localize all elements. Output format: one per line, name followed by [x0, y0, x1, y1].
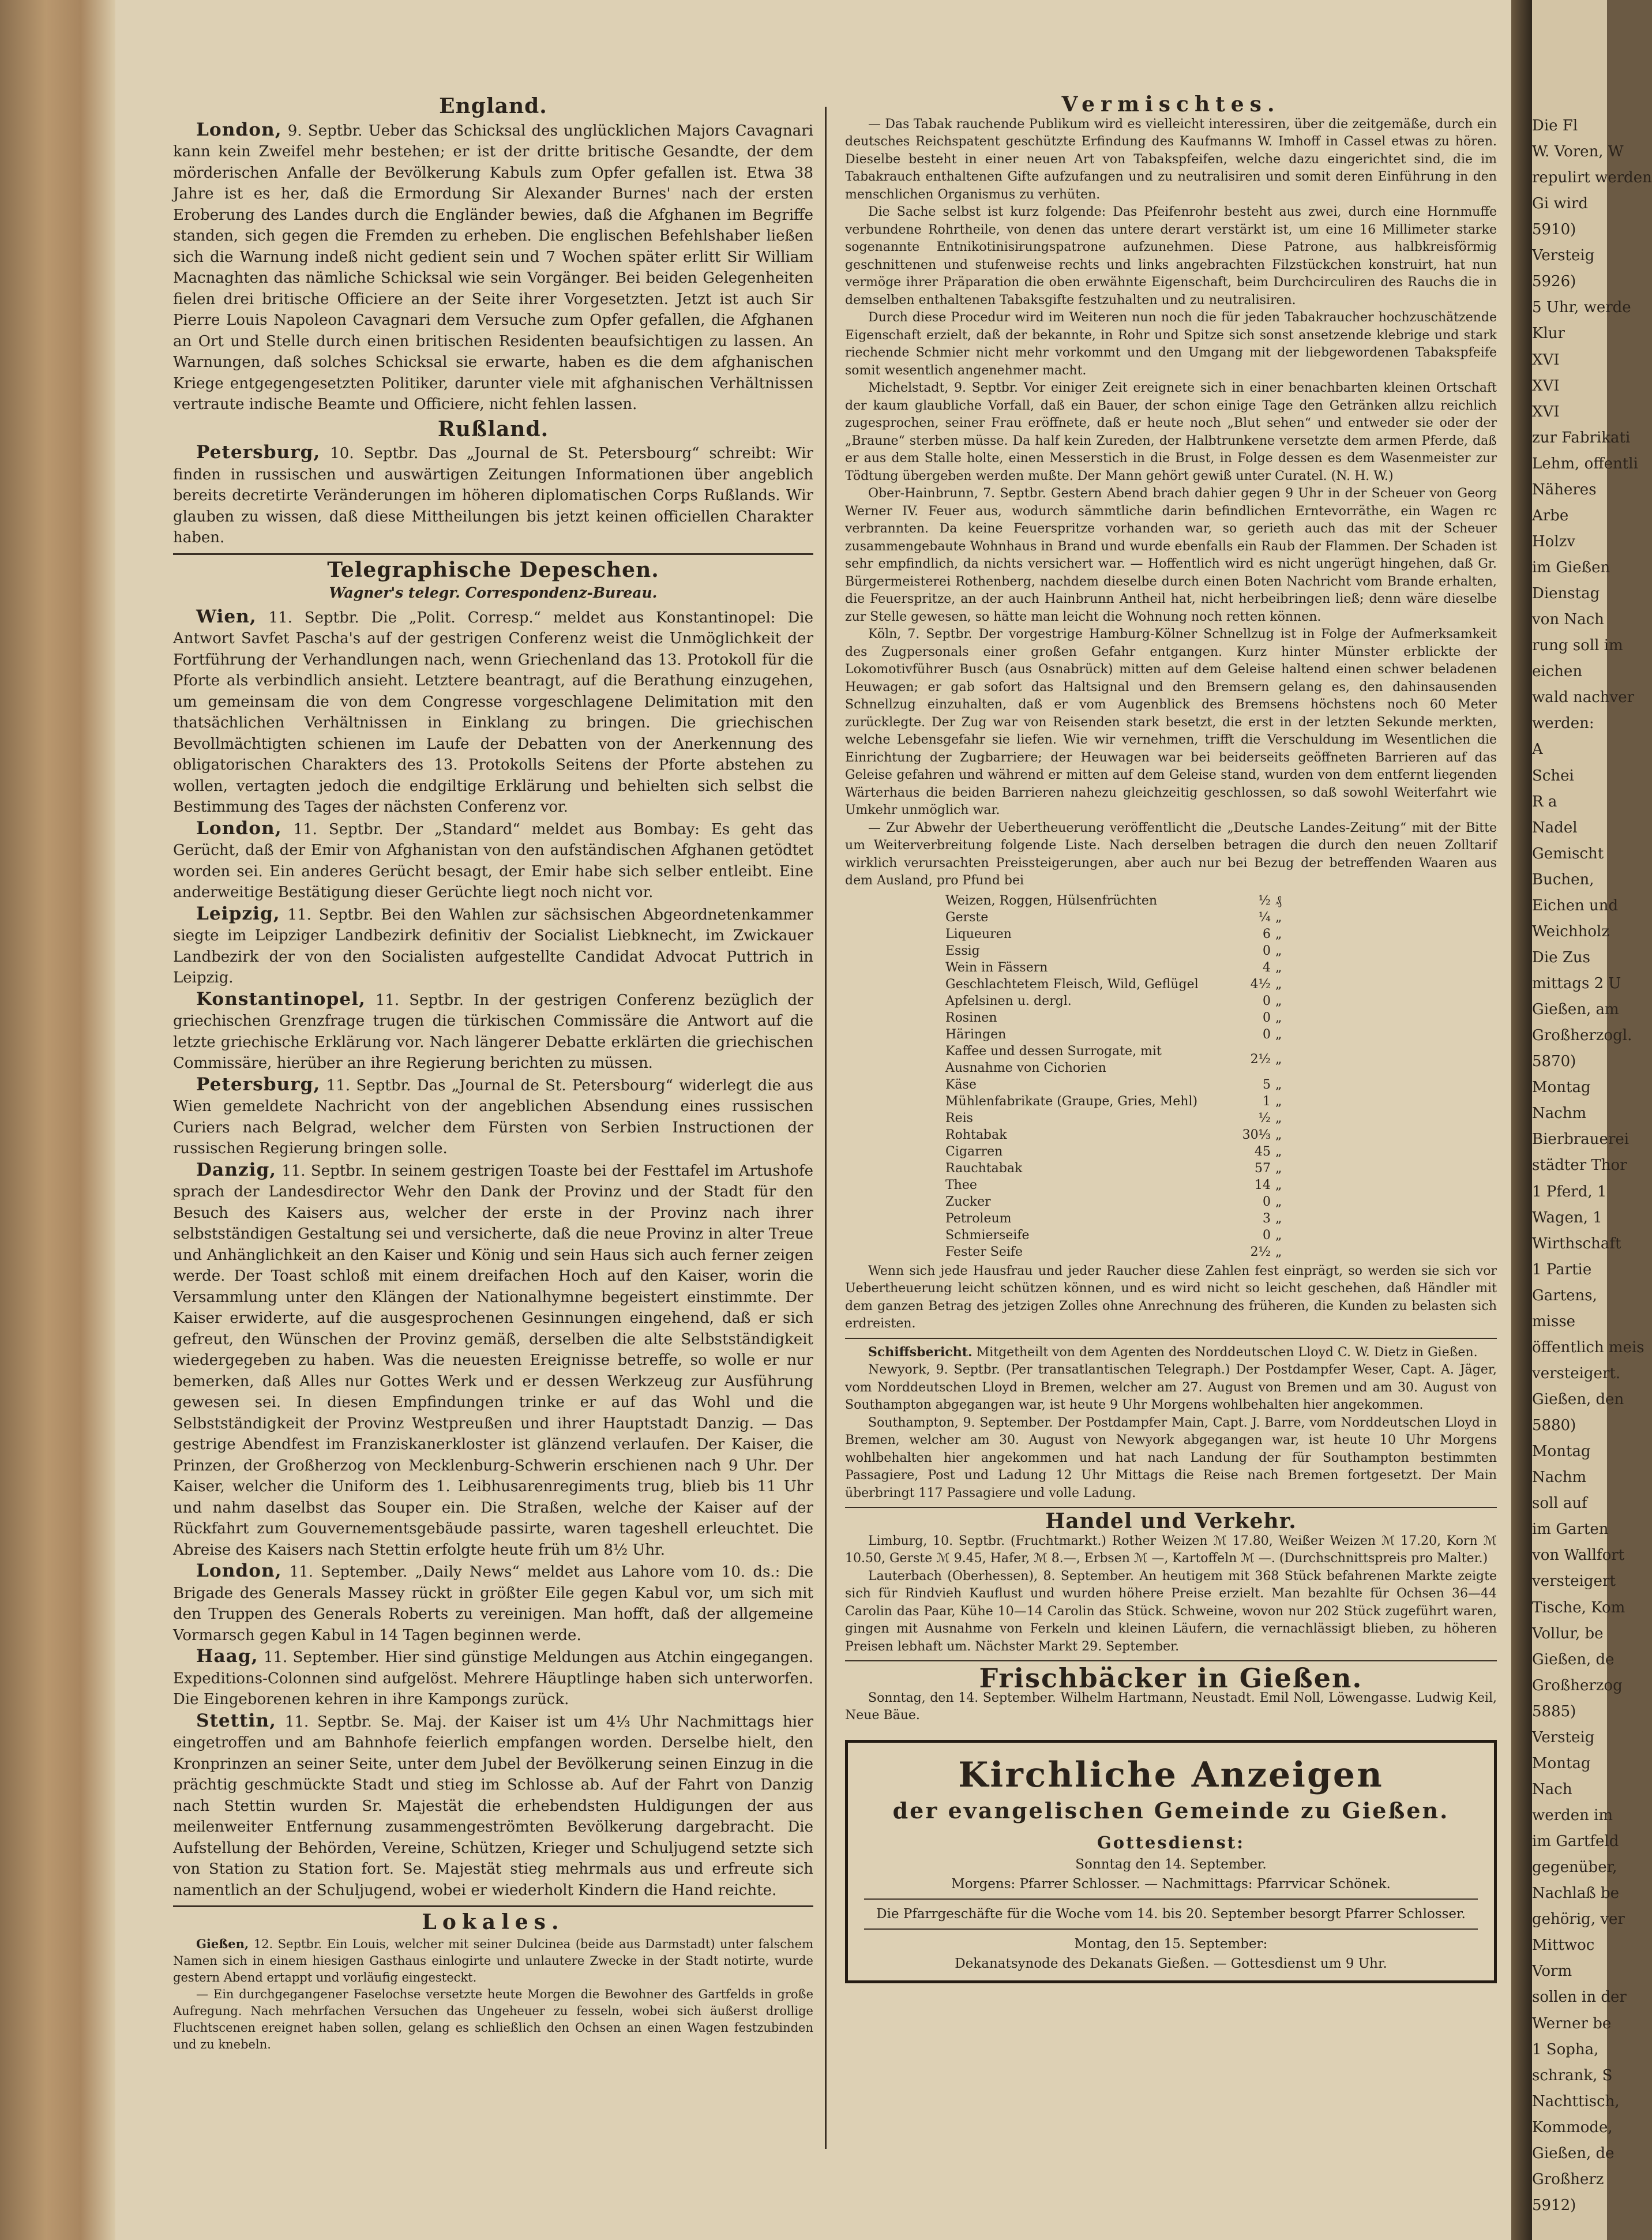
- telegraph-heading: Telegraphische Depeschen.: [327, 557, 659, 582]
- dateline: Leipzig,: [196, 903, 280, 924]
- adjacent-page-text: Wagen, 1: [1532, 1209, 1602, 1226]
- tariff-row: [943, 1043, 1301, 1076]
- adjacent-page-text: repulirt werden: [1532, 169, 1652, 187]
- adjacent-page-text: Großherzogl.: [1532, 1027, 1632, 1045]
- tariff-unit: „: [1275, 993, 1282, 1008]
- england-heading: England.: [439, 94, 547, 118]
- dateline: Gießen,: [196, 1936, 249, 1951]
- tariff-row: [943, 1127, 1301, 1143]
- tariff-unit: „: [1275, 1228, 1282, 1243]
- tariff-item: Fester Seife: [945, 1244, 1023, 1259]
- tariff-val: 5: [1263, 1077, 1271, 1092]
- adjacent-page-text: Werner be: [1532, 2014, 1612, 2032]
- tariff-unit: „: [1275, 926, 1282, 941]
- adjacent-page-text: Versteig: [1532, 247, 1595, 265]
- adjacent-page-text: R a: [1532, 793, 1557, 811]
- church-notice-title: Kirchliche Anzeigen: [958, 1754, 1384, 1795]
- article-limburg: Limburg, 10. Septbr. (Fruchtmarkt.) Rother Weizen ℳ 17.80, Weißer Weizen ℳ 17.20, Korn ℳ 10.50, Gerste ℳ 9.45, Hafer, ℳ 8.—, Erbsen ℳ —, Kartoffeln ℳ —. (Durchschnittspreis pro Malter.): [845, 1533, 1497, 1566]
- adjacent-page-text: Nach: [1532, 1780, 1572, 1798]
- tariff-val: 1: [1263, 1094, 1271, 1109]
- article-zoll-outro: Wenn sich jede Hausfrau und jeder Raucher diese Zahlen fest einprägt, so werden sie sich vor Uebertheuerung leicht schützen können, und es wird nicht so leicht geschehen, daß Händler mit dem ganzen Betrag des jetzigen Zolles ohne Anrechnung des früheren, die Kunden zu belasten sich erdreisten.: [845, 1263, 1497, 1331]
- article-leipzig: [173, 903, 813, 989]
- adjacent-page-text: gegenüber,: [1532, 1859, 1617, 1877]
- service-date: Sonntag den 14. September.: [1075, 1857, 1267, 1872]
- adjacent-page-text: wald nachver: [1532, 689, 1635, 707]
- adjacent-page-text: Dienstag: [1532, 585, 1600, 603]
- tariff-item: Weizen, Roggen, Hülsenfrüchten: [945, 893, 1158, 908]
- tariff-item: Schmierseife: [945, 1228, 1030, 1243]
- gottesdienst-label: Gottesdienst:: [1097, 1832, 1245, 1852]
- article-koeln: Köln, 7. Septbr. Der vorgestrige Hamburg-Kölner Schnellzug ist in Folge der Aufmerksamkeit des Zugpersonals einer großen Gefahr entgangen. Kurz hinter Münster erblickte der Lokomotivführer Busch (aus Osnabrück) mitten auf dem Geleise haltend einen schwer beladenen Heuwagen; er gab sofort das Haltsignal und den Bremsern gelang es, den dahinsausenden Schnellzug einzuhalten, daß er vom Augenblick des Bremsens höchstens noch 60 Meter zurücklegte. Der Zug war von Reisenden stark besetzt, die erst in der letzten Sekunde merkten, welche Lebensgefahr sie liefen. Wie wir vernehmen, trifft die Verschuldung im Wesentlichen die Einrichtung der Zugbarriere; der Heuwagen war bei beiderseits geöffneten Barrieren auf das Geleise gefahren und während er mitten auf dem Geleise stand, wurden von dem entfernt liegenden Wärterhaus die beiden Barrieren nahezu gleichzeitig geschlossen, so daß sowohl Weiterfahrt wie Umkehr unmöglich war.: [845, 627, 1497, 817]
- adjacent-page-text: Die Fl: [1532, 117, 1578, 134]
- book-gutter: [1511, 0, 1532, 2240]
- article-text: 11. Septbr. Se. Maj. der Kaiser ist um 4⅓ Uhr Nachmittags hier eingetroffen und am Bahnhofe feierlich empfangen worden. Derselbe hielt, den Kronprinzen an seiner Seite, unter dem Jubel der Bevölkerung seinen Einzug in die prächtig geschmückte Stadt und stieg im Schlosse ab. Auf der Fahrt von Danzig nach Stettin wurden Sr. Majestät die erhebendsten Huldigungen der aus meilenweiter Entfernung zusammengeströmten Bevölkerung dargebracht. Die Aufstellung der Behörden, Vereine, Schützen, Krieger und Schuljugend setzte sich von Station zu Station fort. Se. Majestät stieg mehrmals aus und erfreute sich namentlich an der Schuljugend, wobei er wiederholt Kindern die Hand reichte.: [173, 1713, 814, 1899]
- tariff-row: [943, 1026, 1301, 1043]
- adjacent-page-text: Tische, Kom: [1532, 1599, 1625, 1616]
- article-oberhainbrunn: Ober-Hainbrunn, 7. Septbr. Gestern Abend brach dahier gegen 9 Uhr in der Scheuer von Georg Werner IV. Feuer aus, wodurch sämmtliche darin befindlichen Erntevorräthe, ein Wagen rc verbrannten. Da keine Feuerspritze vorhanden war, so gerieth auch das mit der Scheuer zusammengebaute Wohnhaus in Brand und wurde ebenfalls ein Raub der Flammen. Der Schaden ist sehr empfindlich, da nichts versichert war. — Hoffentlich wird es nicht ungerügt hingehen, daß Gr. Bürgermeisterei Rothenberg, nachdem dieselbe durch einen Boten Nachricht vom Brande erhalten, die Feuerspritze, an der auch Hainbrunn Antheil hat, nicht herbeibringen ließ; denn wäre dieselbe zur Stelle gewesen, so hätte man leicht die Wohnung noch retten können.: [845, 486, 1497, 624]
- dateline: London,: [196, 817, 282, 839]
- tariff-item: Zucker: [945, 1194, 991, 1209]
- dateline: Stettin,: [196, 1710, 276, 1731]
- adjacent-page-text: Versteig: [1532, 1728, 1595, 1746]
- russland-heading: Rußland.: [437, 417, 549, 441]
- tariff-row: [943, 1010, 1301, 1026]
- tariff-unit: „: [1275, 1177, 1282, 1192]
- adjacent-page-text: städter Thor: [1532, 1157, 1627, 1175]
- adjacent-page-text: Näheres: [1532, 481, 1597, 498]
- tariff-unit: „: [1275, 910, 1282, 925]
- tariff-unit: ₰: [1275, 893, 1282, 908]
- article-text: 11. Septbr. Die „Polit. Corresp.“ meldet aus Konstantinopel: Die Antwort Savfet Pascha's auf der gestrigen Conferenz weist die Unmöglichkeit der Fortführung der Verhandlungen nach, wenn Griechenland das 13. Protokoll für die Pforte als verbindlich ansieht. Letztere beantragt, auf die Berathung einzugehen, um gemeinsam die von dem Congresse vorgeschlagene Delimitation mit den thatsächlichen Verhältnissen in Einklang zu bringen. Die griechischen Bevollmächtigten schienen im Laufe der Debatten von der Anerkennung des obligatorischen Charakters des 13. Protokolls Seitens der Pforte abstehen zu wollen, vertagten jedoch die endgiltige Erklärung und behielten sich selbst die Bestimmung des Tages der nächsten Conferenz vor.: [173, 609, 813, 816]
- tariff-row: [943, 943, 1301, 959]
- handel-heading: Handel und Verkehr.: [1045, 1509, 1297, 1533]
- parish-duties: Die Pfarrgeschäfte für die Woche vom 14. bis 20. September besorgt Pfarrer Schlosser.: [876, 1907, 1466, 1922]
- tariff-item: Petroleum: [945, 1211, 1012, 1226]
- tariff-unit: „: [1275, 1010, 1282, 1025]
- adjacent-page-text: Buchen,: [1532, 871, 1594, 888]
- adjacent-page-text: Nachlaß be: [1532, 1885, 1620, 1903]
- article-text: 11. Septbr. In seinem gestrigen Toaste bei der Festtafel im Artushofe sprach der Landesdirector Wehr den Dank der Provinz und der Stadt für den Besuch des Kaisers aus, welcher der erste in der Provinz nach ihrer selbstständigen Gestaltung sei und versicherte, daß die neue Provinz in alter Treue und Anhänglichkeit an den Kaiser und König und sein Haus sich auch ferner zeigen werde. Der Toast schloß mit einem dreifachen Hoch auf den Kaiser, worin die Versammlung unter den Klängen der Nationalhymne begeistert einstimmte. Der Kaiser erwiderte, auf die ausgesprochenen Gesinnungen eingehend, daß er sich gefreut, den Wünschen der Provinz gemäß, derselben die alte Selbstständigkeit wiedergegeben zu haben. Was die neuesten Ereignisse betreffe, so wolle er nur bemerken, daß Alles nur Gottes Werk und er dessen Werkzeug zur Ausführung gewesen sei. In diesen Empfindungen trinke er auf das Wohl und die Selbstständigkeit der Provinz Westpreußen und ihrer Hauptstadt Danzig. — Das gestrige Abendfest im Franziskanerkloster ist glänzend verlaufen. Der Kaiser, die Prinzen, der Großherzog von Mecklenburg-Schwerin erschienen nach 9 Uhr. Der Kaiser, welcher die Uniform des 1. Leibhusarenregiments trug, blieb bis 11 Uhr und nahm daselbst das Souper ein. Die Straßen, welche der Kaiser auf der Rückfahrt zum Gouvernementsgebäude passirte, waren tageshell erleuchtet. Die Abreise des Kaisers nach Stettin erfolgte heute früh um 8½ Uhr.: [173, 1162, 813, 1559]
- tariff-row: [943, 959, 1301, 976]
- article-tabak-2: Die Sache selbst ist kurz folgende: Das Pfeifenrohr besteht aus zwei, durch eine Hornmuffe verbundene Rohrtheile, von denen das untere derart verstärkt ist, um eine 16 Millimeter starke sogenannte Entnikotinisirungspatrone aufzunehmen. Diese Patrone, aus halbkreisförmig geschnittenen und stufenweise rechts und links angebrachten Filzstückchen konstruirt, hat nun vermöge ihrer Präparation die oben erwähnte Eigenschaft, beim Durchcirculiren des Rauchs die in demselben enthaltenen Tabaksgifte festzuhalten und zu neutralisiren.: [845, 205, 1497, 307]
- tariff-item: Häringen: [945, 1027, 1007, 1042]
- adjacent-page-text: Schei: [1532, 767, 1574, 785]
- tariff-item: Geschlachtetem Fleisch, Wild, Geflügel: [945, 977, 1199, 992]
- article-london-1: [173, 119, 813, 415]
- tariff-unit: „: [1275, 1211, 1282, 1226]
- adjacent-page-text: Großherz: [1532, 2170, 1604, 2188]
- tariff-row: [943, 976, 1301, 993]
- adjacent-page-text: mittags 2 U: [1532, 975, 1621, 993]
- left-column: [173, 92, 813, 2053]
- adjacent-page-text: Gießen, den: [1532, 1391, 1624, 1409]
- tariff-item: Mühlenfabrikate (Graupe, Gries, Mehl): [945, 1094, 1198, 1109]
- tariff-item: Cigarren: [945, 1144, 1003, 1159]
- adjacent-page-text: im Gartfeld: [1532, 1833, 1619, 1851]
- tariff-row: [943, 892, 1301, 909]
- article-petersburg-1: [173, 442, 813, 549]
- adjacent-page-text: sollen in der: [1532, 1988, 1627, 2006]
- adjacent-page-text: Vorm: [1532, 1963, 1572, 1980]
- article-konstantinopel: [173, 989, 813, 1074]
- tariff-item: Käse: [945, 1077, 977, 1092]
- adjacent-page-text: versteigert.: [1532, 1364, 1621, 1382]
- adjacent-page-text: im Gießen: [1532, 559, 1610, 577]
- dateline: Wien,: [196, 606, 257, 627]
- tariff-unit: „: [1275, 1161, 1282, 1176]
- adjacent-page-text: Nadel: [1532, 819, 1578, 836]
- box-rule: [864, 1898, 1478, 1900]
- adjacent-page-text: Bierbrauerei: [1532, 1131, 1630, 1149]
- adjacent-page-text: Nachm: [1532, 1105, 1587, 1123]
- tariff-val: 0: [1263, 993, 1271, 1008]
- article-text: 11. September. Hier sind günstige Meldungen aus Atchin eingegangen. Expeditions-Colonnen sind aufgelöst. Mehrere Häuptlinge haben sich unterworfen. Die Eingeborenen kehren in ihre Kampongs zurück.: [173, 1649, 814, 1708]
- tariff-row: [943, 1093, 1301, 1110]
- article-giessen-1: [173, 1935, 813, 1986]
- church-notice-subtitle: der evangelischen Gemeinde zu Gießen.: [892, 1797, 1450, 1823]
- adjacent-page-text: Arbe: [1532, 506, 1569, 524]
- adjacent-page-text: 1 Sopha,: [1532, 2040, 1599, 2058]
- adjacent-page-text: 1 Partie: [1532, 1260, 1592, 1278]
- adjacent-page-text: rung soll im: [1532, 637, 1623, 655]
- article-wien: [173, 606, 813, 818]
- synod-text: Dekanatsynode des Dekanats Gießen. — Gottesdienst um 9 Uhr.: [955, 1956, 1387, 1971]
- tariff-unit: „: [1275, 1244, 1282, 1259]
- article-london-2: [173, 818, 813, 903]
- adjacent-page-text: Vollur, be: [1532, 1624, 1604, 1642]
- adjacent-page-text: von Nach: [1532, 611, 1604, 629]
- tariff-item: Liqueuren: [945, 926, 1012, 941]
- dateline: Konstantinopel,: [196, 988, 366, 1010]
- tariff-item: Rauchtabak: [945, 1161, 1023, 1176]
- column-divider: [825, 107, 827, 2149]
- article-text: 9. Septbr. Ueber das Schicksal des unglücklichen Majors Cavagnari kann kein Zweifel mehr bestehen; er ist der dritte britische Gesandte, der dem mörderischen Anfalle der Bevölkerung Kabuls zum Opfer gefallen ist. Etwa 38 Jahre ist es her, daß die Ermordung Sir Alexander Burnes' nach der ersten Eroberung des Landes durch die Engländer bewies, daß die Afghanen im Begriffe standen, sich gegen die Fremden zu erheben. Die englischen Befehlshaber ließen sich die Warnung indeß nicht gedient sein und 7 Wochen später erlitt Sir William Macnaghten das nämliche Schicksal wie sein Vorgänger. Bei beiden Gelegenheiten fielen drei britische Officiere an der Seite ihrer Vorgesetzten. Jetzt ist auch Sir Pierre Louis Napoleon Cavagnari dem Versuche zum Opfer gefallen, die Afghanen an Ort und Stelle durch einen britischen Residenten beaufsichtigen zu lassen. An Warnungen, daß solches Schicksal sie erwarte, haben es die dem afghanischen Kriege entgegengesetzten Politiker, darunter viele mit afghanischen Verhältnissen vertraute indische Beamte und Officiere, nicht fehlen lassen.: [173, 122, 813, 413]
- adjacent-page-text: Gartens,: [1532, 1286, 1597, 1304]
- tariff-unit: „: [1275, 1194, 1282, 1209]
- schiffsbericht-heading: Schiffsbericht.: [868, 1344, 973, 1360]
- article-newyork: Newyork, 9. Septbr. (Per transatlantischen Telegraph.) Der Postdampfer Weser, Capt. A. Jäger, vom Norddeutschen Lloyd in Bremen, welcher am 27. August von Bremen und am 30. August von Southampton abgegangen war, ist heute 9 Uhr Morgens wohlbehalten hier angekommen.: [845, 1363, 1497, 1412]
- tariff-val: ½: [1258, 893, 1271, 908]
- tariff-row: [943, 1177, 1301, 1194]
- dateline: Petersburg,: [196, 1074, 321, 1095]
- adjacent-page-text: XVI: [1532, 377, 1560, 395]
- adjacent-page-text: Gemischt: [1532, 845, 1604, 862]
- adjacent-page: [1532, 0, 1652, 2240]
- article-text: 11. Septbr. Bei den Wahlen zur sächsischen Abgeordnetenkammer siegte im Leipziger Landbezirk definitiv der Socialist Liebknecht, im Zwickauer Landbezirk der von den Socialisten aufgestellte Candidat Advocat Puttrich in Leipzig.: [173, 906, 813, 986]
- adjacent-page-text: Montag: [1532, 1754, 1591, 1772]
- tariff-unit: „: [1275, 1052, 1282, 1067]
- tariff-val: 0: [1263, 1194, 1271, 1209]
- tariff-unit: „: [1275, 1110, 1282, 1125]
- adjacent-page-text: Gießen, de: [1532, 1650, 1615, 1668]
- tariff-item: Thee: [945, 1177, 977, 1192]
- adjacent-page-text: Gießen, de: [1532, 2144, 1615, 2162]
- synod-date: Montag, den 15. September:: [1074, 1937, 1268, 1952]
- tariff-item: Reis: [945, 1110, 973, 1125]
- schiffsbericht-agent: Mitgetheilt von dem Agenten des Norddeutschen Lloyd C. W. Dietz in Gießen.: [976, 1345, 1478, 1360]
- article-michelstadt: Michelstadt, 9. Septbr. Vor einiger Zeit ereignete sich in einer benachbarten kleinen Ortschaft der kaum glaubliche Vorfall, daß ein Bauer, der schon einige Tage den Getränken allzu reichlich zugesprochen, seiner Frau eröffnete, daß er heute noch „Blut sehen“ und entweder sie oder der „Braune“ sterben müsse. Da half kein Zureden, der Halbtrunkene versetzte dem armen Pferde, daß er aus dem Stalle holte, einen Messerstich in die Brust, in Folge dessen es dem Wasenmeister zur Tödtung übergeben werden mußte. Der Mann gehört gewiß unter Curatel. (N. H. W.): [845, 381, 1497, 483]
- adjacent-page-text: 5885): [1532, 1702, 1576, 1720]
- adjacent-page-text: Großherzog: [1532, 1676, 1623, 1694]
- tariff-table-body: [943, 892, 1301, 1260]
- adjacent-page-text: Montag: [1532, 1079, 1591, 1097]
- tariff-item: Wein in Fässern: [945, 960, 1048, 975]
- adjacent-page-text: werden im: [1532, 1807, 1613, 1824]
- tariff-val: 57: [1255, 1161, 1271, 1176]
- article-southampton: Southampton, 9. September. Der Postdampfer Main, Capt. J. Barre, vom Norddeutschen Lloyd in Bremen, welcher am 30. August von Newyork abgegangen war, ist heute 10 Uhr Morgens wohlbehalten hier angekommen und hat nach Landung der für Southampton bestimmten Passagiere, Post und Ladung 12 Uhr Mittags die Reise nach Bremen fortgesetzt. Der Main überbringt 117 Passagiere und volle Ladung.: [845, 1415, 1497, 1500]
- adjacent-page-text: misse: [1532, 1312, 1576, 1330]
- adjacent-page-text: Montag: [1532, 1443, 1591, 1461]
- adjacent-page-text: werden:: [1532, 715, 1594, 733]
- tariff-val: 0: [1263, 1010, 1271, 1025]
- tariff-row: [943, 1076, 1301, 1093]
- schiffsbericht-intro: [845, 1344, 1497, 1362]
- adjacent-page-text: Nachm: [1532, 1469, 1587, 1487]
- tariff-val: 0: [1263, 1228, 1271, 1243]
- tariff-unit: „: [1275, 1094, 1282, 1109]
- tariff-row: [943, 1160, 1301, 1177]
- tariff-val: 0: [1263, 1027, 1271, 1042]
- dateline: Haag,: [196, 1646, 258, 1667]
- service-preachers: Morgens: Pfarrer Schlosser. — Nachmittags: Pfarrvicar Schönek.: [951, 1877, 1391, 1892]
- tariff-unit: „: [1275, 1027, 1282, 1042]
- dateline: Danzig,: [196, 1159, 277, 1180]
- article-haag: [173, 1646, 813, 1710]
- tariff-table: [943, 892, 1301, 1260]
- article-lauterbach: Lauterbach (Oberhessen), 8. September. An heutigem mit 368 Stück befahrenen Markte zeigte sich für Rindvieh Kauflust und wurden höhere Preise erzielt. Man bezahlte für Ochsen 36—44 Carolin das Paar, Kühe 10—14 Carolin das Stück. Schweine, wovon nur 202 Stück zugeführt waren, gingen mit Ausnahme von Ferkeln und kleinen Läufern, die vernachlässigt blieben, zu höheren Preisen lebhaft um. Nächster Markt 29. September.: [845, 1569, 1497, 1654]
- adjacent-page-text: von Wallfort: [1532, 1547, 1625, 1564]
- section-rule: [173, 1905, 813, 1907]
- adjacent-page-text: schrank, S: [1532, 2066, 1613, 2084]
- vermischtes-heading: Vermischtes.: [1061, 92, 1281, 117]
- tariff-row: [943, 1227, 1301, 1244]
- tariff-item: Gerste: [945, 910, 989, 925]
- adjacent-page-text: 5870): [1532, 1053, 1576, 1071]
- tariff-item: Kaffee und dessen Surrogate, mit Ausnahme von Cichorien: [945, 1044, 1162, 1075]
- tariff-row: [943, 1194, 1301, 1210]
- adjacent-page-text: im Garten: [1532, 1521, 1609, 1539]
- lokales-heading: Lokales.: [422, 1910, 565, 1934]
- tariff-row: [943, 1210, 1301, 1227]
- tariff-val: 2½: [1250, 1052, 1271, 1067]
- tariff-row: [943, 1143, 1301, 1160]
- section-rule: [845, 1338, 1497, 1339]
- article-text: 11. Septbr. Der „Standard“ meldet aus Bombay: Es geht das Gerücht, daß der Emir von Afghanistan von den aufständischen Afghanen getödtet worden sei. Ein anderes Gerücht besagt, der Emir habe sich selber entleibt. Eine anderweitige Bestätigung dieser Gerüchte liegt noch nicht vor.: [173, 820, 813, 901]
- article-text: 10. Septbr. Das „Journal de St. Petersbourg“ schreibt: Wir finden in russischen und auswärtigen Zeitungen Informationen über angeblich bereits decretirte Veränderungen im höheren diplomatischen Corps Rußlands. Wir glauben zu wissen, daß diese Mittheilungen bis jetzt keinen officiellen Charakter haben.: [173, 445, 813, 546]
- tariff-val: 0: [1263, 943, 1271, 958]
- article-london-3: [173, 1560, 813, 1646]
- adjacent-page-text: 5926): [1532, 273, 1576, 291]
- section-rule: [173, 553, 813, 555]
- tariff-val: ½: [1258, 1110, 1271, 1125]
- article-danzig: [173, 1160, 813, 1561]
- tariff-row: [943, 926, 1301, 943]
- tariff-unit: „: [1275, 1127, 1282, 1142]
- telegraph-bureau: Wagner's telegr. Correspondenz-Bureau.: [329, 584, 658, 601]
- box-rule: [864, 1928, 1478, 1930]
- adjacent-page-text: Mittwoc: [1532, 1937, 1595, 1954]
- tariff-val: 45: [1255, 1144, 1271, 1159]
- adjacent-page-text: Lehm, offentli: [1532, 455, 1638, 472]
- frischbaecker-heading: Frischbäcker in Gießen.: [979, 1663, 1363, 1694]
- tariff-row: [943, 909, 1301, 926]
- right-column: [845, 92, 1497, 1983]
- section-rule: [845, 1660, 1497, 1661]
- tariff-val: 3: [1263, 1211, 1271, 1226]
- tariff-item: Apfelsinen u. dergl.: [945, 993, 1072, 1008]
- tariff-val: 30⅓: [1242, 1127, 1271, 1142]
- adjacent-page-text: öffentlich meis: [1532, 1338, 1645, 1356]
- adjacent-page-text: Klur: [1532, 325, 1565, 343]
- church-notice-box: [845, 1740, 1497, 1984]
- tariff-val: 14: [1255, 1177, 1271, 1192]
- adjacent-page-text: Gi wird: [1532, 195, 1588, 213]
- adjacent-page-text: Holzv: [1532, 532, 1576, 550]
- tariff-unit: „: [1275, 1144, 1282, 1159]
- adjacent-page-text: Gießen, am: [1532, 1001, 1619, 1019]
- article-text: 12. Septbr. Ein Louis, welcher mit seiner Dulcinea (beide aus Darmstadt) unter falschem Namen sich in einem hiesigen Gasthaus einlogirte und unlautere Zwecke in der Stadt notirte, wurde gestern Abend ertappt und vorläufig eingesteckt.: [173, 1937, 813, 1984]
- adjacent-page-text: versteigert: [1532, 1573, 1616, 1590]
- tariff-val: 4: [1263, 960, 1271, 975]
- adjacent-page-text: Weichholz: [1532, 922, 1610, 940]
- article-stettin: [173, 1710, 813, 1901]
- dateline: London,: [196, 119, 282, 140]
- adjacent-page-text: 5912): [1532, 2196, 1576, 2214]
- article-text: 11. Septbr. In der gestrigen Conferenz bezüglich der griechischen Grenzfrage trugen die türkischen Commissäre die Antwort auf die letzte griechische Erklärung vor. Nach längerer Debatte erklärten die griechischen Commissäre, hierüber an ihre Regierung berichten zu müssen.: [173, 991, 813, 1072]
- tariff-val: 6: [1263, 926, 1271, 941]
- adjacent-page-text: 5910): [1532, 221, 1576, 239]
- article-petersburg-2: [173, 1074, 813, 1160]
- tariff-unit: „: [1275, 977, 1282, 992]
- article-zoll-intro: — Zur Abwehr der Uebertheuerung veröffentlicht die „Deutsche Landes-Zeitung“ mit der Bitte um Weiterverbreitung folgende Liste. Nach derselben betragen die durch den neuen Zolltarif wirklich verursachten Preissteigerungen, aber auch nur bei Bezug der betreffenden Waaren aus dem Ausland, pro Pfund bei: [845, 820, 1497, 888]
- adjacent-page-text: XVI: [1532, 351, 1560, 369]
- tariff-val: 2½: [1250, 1244, 1271, 1259]
- adjacent-page-text: Die Zus: [1532, 948, 1590, 966]
- tariff-item: Rosinen: [945, 1010, 997, 1025]
- tariff-row: [943, 1244, 1301, 1260]
- tariff-val: 4½: [1250, 977, 1271, 992]
- adjacent-page-text: 5880): [1532, 1417, 1576, 1435]
- article-giessen-2: — Ein durchgegangener Faselochse versetzte heute Morgen die Bewohner des Gartfelds in große Aufregung. Nach mehrfachen Versuchen das Ungeheuer zu fesseln, wobei sich äußerst drollige Fluchtscenen ereignet haben sollen, gelang es schließlich den Ochsen an einen Wagen festzubinden und zu knebeln.: [173, 1987, 813, 2051]
- frischbaecker-list: Sonntag, den 14. September. Wilhelm Hartmann, Neustadt. Emil Noll, Löwengasse. Ludwig Keil, Neue Bäue.: [845, 1690, 1497, 1723]
- section-rule: [845, 1507, 1497, 1508]
- tariff-item: Essig: [945, 943, 980, 958]
- article-text: 11. Septbr. Das „Journal de St. Petersbourg“ widerlegt die aus Wien gemeldete Nachricht von der angeblichen Absendung eines russischen Curiers nach Belgrad, welcher dem Fürsten von Serbien Instructionen der russischen Regierung bringen solle.: [173, 1076, 814, 1157]
- article-text: 11. September. „Daily News“ meldet aus Lahore vom 10. ds.: Die Brigade des Generals Massey rückt in größter Eile gegen Kabul vor, um sich mit den Truppen des Generals Roberts zu vereinigen. Man hofft, daß der allgemeine Vormarsch gegen Kabul in 14 Tagen beginnen werde.: [173, 1563, 814, 1644]
- adjacent-page-text: Nachttisch,: [1532, 2092, 1620, 2110]
- adjacent-page-text: 5 Uhr, werde: [1532, 299, 1631, 317]
- adjacent-page-text: Wirthschaft: [1532, 1235, 1621, 1252]
- article-tabak-1: — Das Tabak rauchende Publikum wird es vielleicht interessiren, über die zeitgemäße, durch ein deutsches Reichspatent geschützte Erfindung des Kaufmanns W. Imhoff in Cassel etwas zu hören. Dieselbe besteht in einer neuen Art von Tabakspfeifen, welche dazu eingerichtet sind, die im Tabakrauch enthaltenen Gifte aufzufangen und zu neutralisiren und somit deren Einführung in den menschlichen Organismus zu verhüten.: [845, 117, 1497, 202]
- tariff-unit: „: [1275, 1077, 1282, 1092]
- adjacent-page-text: 1 Pferd, 1: [1532, 1183, 1607, 1200]
- tariff-val: ¼: [1258, 910, 1271, 925]
- tariff-row: [943, 1110, 1301, 1127]
- article-tabak-3: Durch diese Procedur wird im Weiteren nun noch die für jeden Tabakraucher hochzuschätzende Eigenschaft erzielt, daß der bekannte, in Rohr und Spitze sich sonst ansetzende klebrige und stark riechende Schmier nicht mehr vorkommt und den Umgang mit der liebgewordenen Tabakspfeife somit wesentlich angenehmer macht.: [845, 310, 1497, 378]
- adjacent-page-text: Kommode,: [1532, 2118, 1613, 2136]
- tariff-unit: „: [1275, 960, 1282, 975]
- dateline: London,: [196, 1560, 282, 1581]
- adjacent-page-text: W. Voren, W: [1532, 143, 1624, 161]
- tariff-unit: „: [1275, 943, 1282, 958]
- adjacent-page-text: eichen: [1532, 663, 1583, 681]
- adjacent-page-text: A: [1532, 741, 1543, 759]
- adjacent-page-text: zur Fabrikati: [1532, 429, 1631, 447]
- adjacent-page-text: Eichen und: [1532, 896, 1619, 914]
- tariff-item: Rohtabak: [945, 1127, 1007, 1142]
- adjacent-page-text: XVI: [1532, 403, 1560, 421]
- dateline: Petersburg,: [196, 442, 321, 463]
- tariff-row: [943, 993, 1301, 1010]
- book-spine: [0, 0, 115, 2240]
- adjacent-page-text: gehörig, ver: [1532, 1911, 1625, 1928]
- adjacent-page-text: soll auf: [1532, 1495, 1587, 1513]
